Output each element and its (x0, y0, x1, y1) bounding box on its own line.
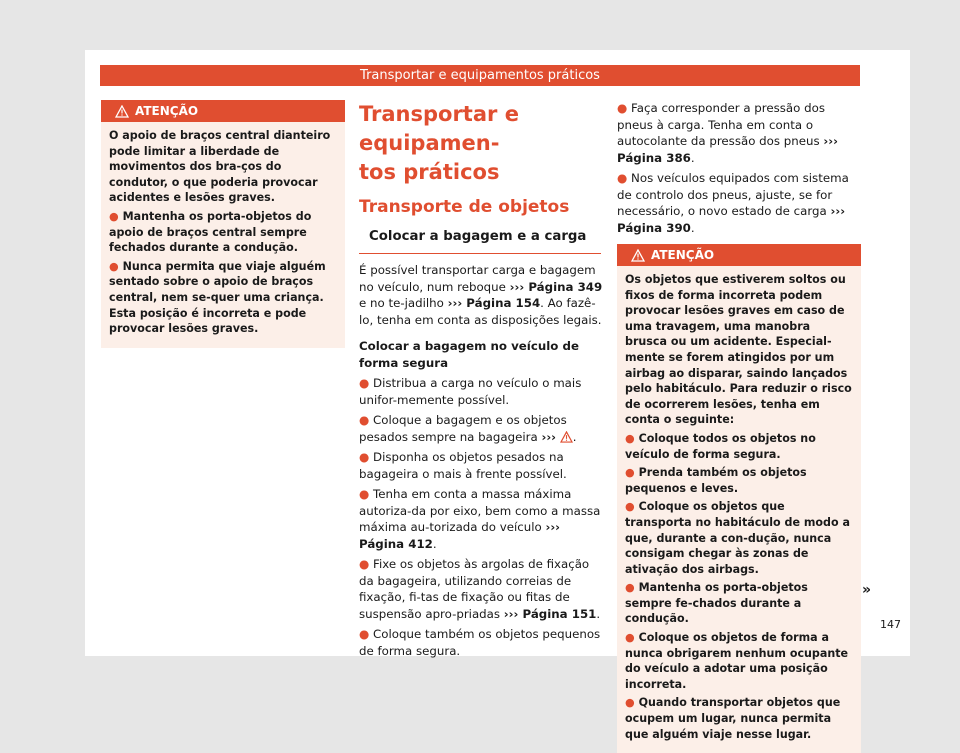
warning-bullet: ● Mantenha os porta-objetos do apoio de braços central sempre fechados durante a condução. (109, 209, 312, 255)
middle-column (359, 100, 603, 663)
page-link[interactable]: ››› Página 386 (617, 134, 838, 165)
bullet-icon: ● (625, 500, 635, 514)
continued-mark: » (862, 582, 872, 598)
warning-bullet: ● Nunca permita que viaje alguém sentado sobre o apoio de braços central, nem se-quer uma criança. Esta posição é incorreta e pode provocar lesões graves. (109, 259, 326, 336)
section-title: Transporte de objetos (359, 197, 570, 217)
bullet-icon: ● (625, 431, 635, 445)
bullet-icon: ● (359, 413, 370, 427)
warning-header (101, 100, 345, 122)
bullet-icon: ● (359, 450, 370, 464)
bullet-icon: ● (625, 466, 635, 480)
bullet-icon: ● (617, 171, 628, 185)
warning-bullet: ● Coloque os objetos que transporta no habitáculo de modo a que, durante a con-dução, nunca consigam chegar às zonas de ativação dos airbags. (625, 500, 850, 576)
body-text (359, 262, 603, 659)
list-item: ● Nos veículos equipados com sistema de controlo dos pneus, ajuste, se for necessário, o novo estado de carga ››› Página 390. (617, 171, 849, 235)
warning-box (617, 244, 861, 753)
divider (359, 253, 601, 254)
bullet-icon: ● (625, 696, 635, 710)
running-header: Transportar e equipamentos práticos (100, 65, 860, 86)
list-item: ● Fixe os objetos às argolas de fixação da bagageira, utilizando correias de fixação, fi-tas de fixação ou fitas de suspensão apro-priadas ››› Página 151. (359, 557, 601, 621)
bullet-icon: ● (359, 376, 370, 390)
list-item: ● Tenha em conta a massa máxima autoriza-da por eixo, bem como a massa máxima au-torizada do veículo ››› Página 412. (359, 487, 601, 551)
bullet-icon: ● (109, 259, 119, 273)
bullet-icon: ● (109, 209, 119, 223)
page-link[interactable]: ››› Página 349 (509, 279, 603, 294)
warning-body (617, 266, 861, 753)
warning-title: ATENÇÃO (135, 104, 199, 118)
warning-bullet: ● Prenda também os objetos pequenos e leves. (625, 466, 807, 495)
page-number: 147 (880, 618, 901, 631)
bullet-icon: ● (359, 487, 370, 501)
left-column (101, 100, 345, 348)
list-item: ● Faça corresponder a pressão dos pneus à carga. Tenha em conta o autocolante da pressão dos pneus ››› Página 386. (617, 101, 838, 165)
bullet-icon: ● (625, 631, 635, 645)
warning-link[interactable]: ››› (541, 429, 557, 444)
intro-paragraph: É possível transportar carga e bagagem no veículo, num reboque ››› Página 349 e no te-jadilho ››› Página 154. Ao fazê-lo, tenha em conta as disposições legais. (359, 263, 603, 327)
page-link[interactable]: ››› Página 151 (503, 606, 597, 621)
warning-text: O apoio de braços central dianteiro pode limitar a liberdade de movimentos dos bra-ços do condutor, o que poderia provocar acidentes e lesões graves. (109, 129, 331, 205)
warning-header (617, 244, 861, 266)
warning-box (101, 100, 345, 348)
paragraph-heading: Colocar a bagagem no veículo de forma segura (359, 339, 579, 370)
warning-body (101, 122, 345, 348)
list-item: ● Disponha os objetos pesados na bagageira o mais à frente possível. (359, 450, 567, 481)
chapter-title: Transportar e equipamen- tos práticos (359, 102, 519, 184)
body-text (617, 100, 861, 236)
subsection-title: Colocar a bagagem e a carga (369, 229, 587, 244)
bullet-icon: ● (359, 557, 370, 571)
bullet-icon: ● (625, 581, 635, 595)
warning-bullet: ● Mantenha os porta-objetos sempre fe-chados durante a condução. (625, 581, 808, 626)
warning-bullet: ● Coloque todos os objetos no veículo de forma segura. (625, 431, 816, 461)
warning-text: Os objetos que estiverem soltos ou fixos de forma incorreta podem provocar lesões graves em caso de uma travagem, uma manobra brusca ou um acidente. Especial-mente se forem atingidos por um airbag ao disparar, saindo lançados pelo habitáculo. Para reduzir o risco de ocorrerem lesões, tenha em conta o seguinte: (625, 273, 852, 427)
list-item: ● Coloque também os objetos pequenos de forma segura. (359, 627, 601, 658)
list-item: ● Distribua a carga no veículo o mais unifor-memente possível. (359, 376, 582, 407)
page-link[interactable]: ››› Página 390 (617, 204, 846, 235)
bullet-icon: ● (617, 101, 628, 115)
warning-triangle-icon (560, 431, 573, 443)
list-item: ● Coloque a bagagem e os objetos pesados sempre na bagageira ››› . (359, 413, 577, 444)
warning-triangle-icon (115, 105, 129, 118)
page-link[interactable]: ››› Página 154 (447, 296, 541, 310)
warning-bullet: ● Coloque os objetos de forma a nunca obrigarem nenhum ocupante do veículo a adotar uma posição incorreta. (625, 631, 849, 691)
warning-bullet: ● Quando transportar objetos que ocupem um lugar, nunca permita que alguém viaje nesse lugar. (625, 696, 841, 741)
bullet-icon: ● (359, 627, 370, 641)
warning-triangle-icon (631, 249, 645, 262)
right-column (617, 100, 861, 753)
warning-title: ATENÇÃO (651, 248, 715, 262)
page-link[interactable]: ››› Página 412 (359, 520, 561, 551)
